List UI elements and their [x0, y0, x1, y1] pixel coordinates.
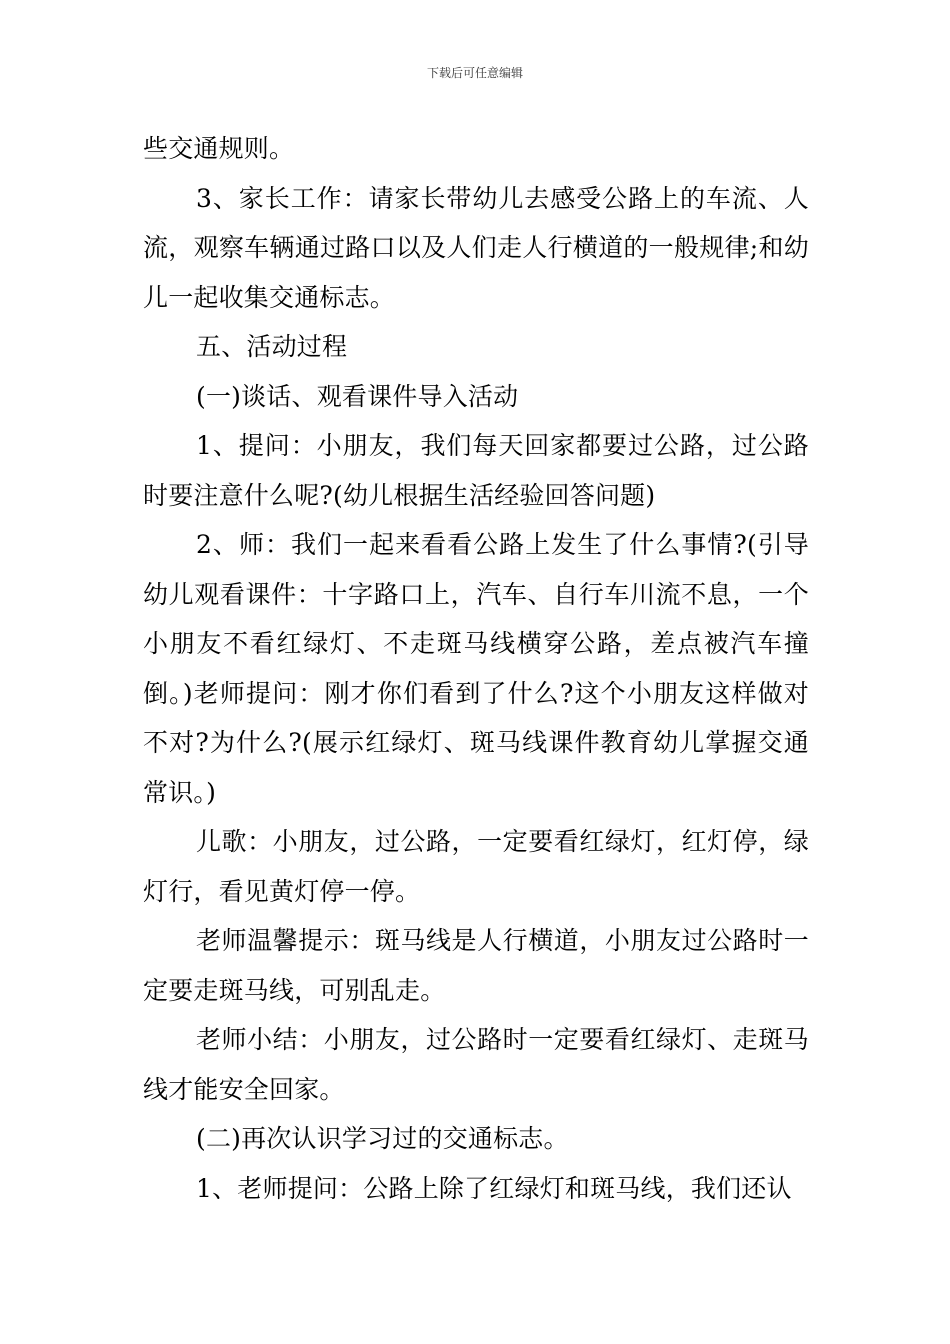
paragraph-parent-work: 3、家长工作：请家长带幼儿去感受公路上的车流、人流，观察车辆通过路口以及人们走人行横道的一般规律;和幼儿一起收集交通标志。 [143, 183, 809, 312]
paragraph-teacher-tip: 老师温馨提示：斑马线是人行横道，小朋友过公路时一定要走斑马线，可别乱走。 [143, 926, 809, 1005]
section-heading-activity-process: 五、活动过程 [196, 332, 348, 361]
paragraph-question: 1、提问：小朋友，我们每天回家都要过公路，过公路时要注意什么呢?(幼儿根据生活经验回答问题) [143, 431, 809, 510]
paragraph-nursery-rhyme: 儿歌：小朋友，过公路，一定要看红绿灯，红灯停，绿灯行，看见黄灯停一停。 [143, 827, 809, 906]
paragraph-teacher-video: 2、师：我们一起来看看公路上发生了什么事情?(引导幼儿观看课件：十字路口上，汽车、自行车川流不息，一个小朋友不看红绿灯、不走斑马线横穿公路，差点被汽车撞倒。)老师提问：刚才你们看到了什么?这个小朋友这样做对不对?为什么?(展示红绿灯、斑马线课件教育幼儿掌握交通常识。) [143, 530, 809, 807]
paragraph-teacher-question-2: 1、老师提问：公路上除了红绿灯和斑马线，我们还认 [196, 1173, 792, 1203]
subsection-heading-2: (二)再次认识学习过的交通标志。 [196, 1124, 569, 1153]
document-body [143, 124, 809, 1213]
paragraph-teacher-summary: 老师小结：小朋友，过公路时一定要看红绿灯、走斑马线才能安全回家。 [143, 1025, 809, 1104]
paragraph-continuation: 些交通规则。 [143, 134, 295, 163]
page-header: 下载后可任意编辑 [426, 66, 523, 80]
subsection-heading-1: (一)谈话、观看课件导入活动 [196, 381, 519, 411]
